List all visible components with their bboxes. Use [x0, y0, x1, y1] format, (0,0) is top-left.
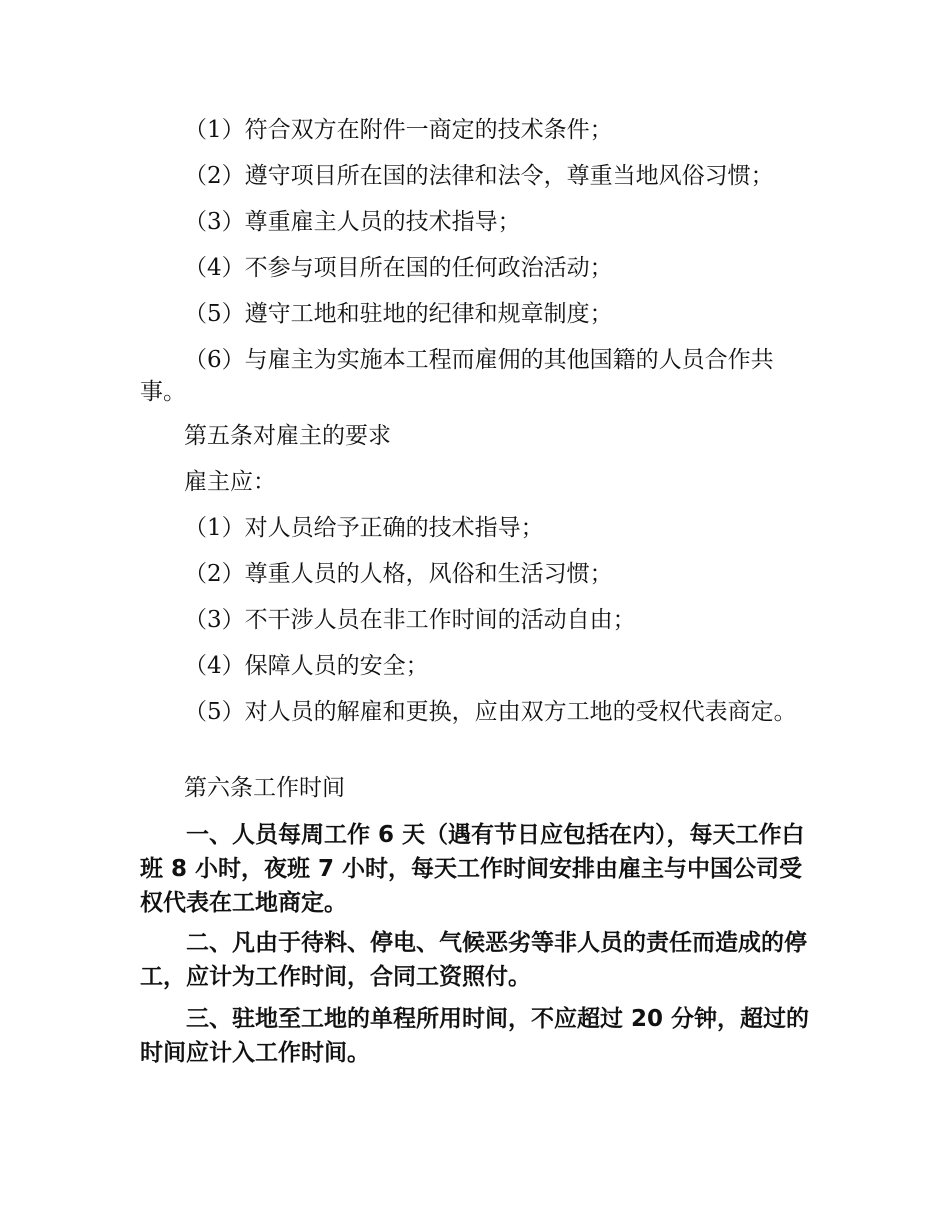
- body-paragraph: 三、驻地至工地的单程所用时间，不应超过 20 分钟，超过的时间应计入工作时间。: [140, 1006, 810, 1066]
- list-item: （2）尊重人员的人格，风俗和生活习惯；: [184, 561, 613, 587]
- body-paragraph: 二、凡由于待料、停电、气候恶劣等非人员的责任而造成的停工，应计为工作时间，合同工资照付。: [140, 930, 807, 990]
- list-item: （3）不干涉人员在非工作时间的活动自由；: [184, 607, 636, 633]
- list-item: （5）遵守工地和驻地的纪律和规章制度；: [184, 301, 613, 327]
- article-intro: 雇主应：: [184, 469, 276, 495]
- article-heading: 第五条对雇主的要求: [184, 423, 391, 449]
- list-item: （1）符合双方在附件一商定的技术条件；: [184, 117, 613, 143]
- list-item: （6）与雇主为实施本工程而雇佣的其他国籍的人员合作共事。: [140, 347, 774, 405]
- list-item: （3）尊重雇主人员的技术指导；: [184, 209, 521, 235]
- list-item: （5）对人员的解雇和更换，应由双方工地的受权代表商定。: [184, 699, 797, 725]
- list-item: （1）对人员给予正确的技术指导；: [184, 515, 544, 541]
- list-item: （4）保障人员的安全；: [184, 653, 429, 679]
- article-heading: 第六条工作时间: [184, 775, 345, 801]
- body-paragraph: 一、人员每周工作 6 天（遇有节日应包括在内），每天工作白班 8 小时，夜班 7 小时，每天工作时间安排由雇主与中国公司受权代表在工地商定。: [140, 822, 805, 916]
- list-item: （2）遵守项目所在国的法律和法令，尊重当地风俗习惯；: [184, 163, 774, 189]
- list-item: （4）不参与项目所在国的任何政治活动；: [184, 255, 613, 281]
